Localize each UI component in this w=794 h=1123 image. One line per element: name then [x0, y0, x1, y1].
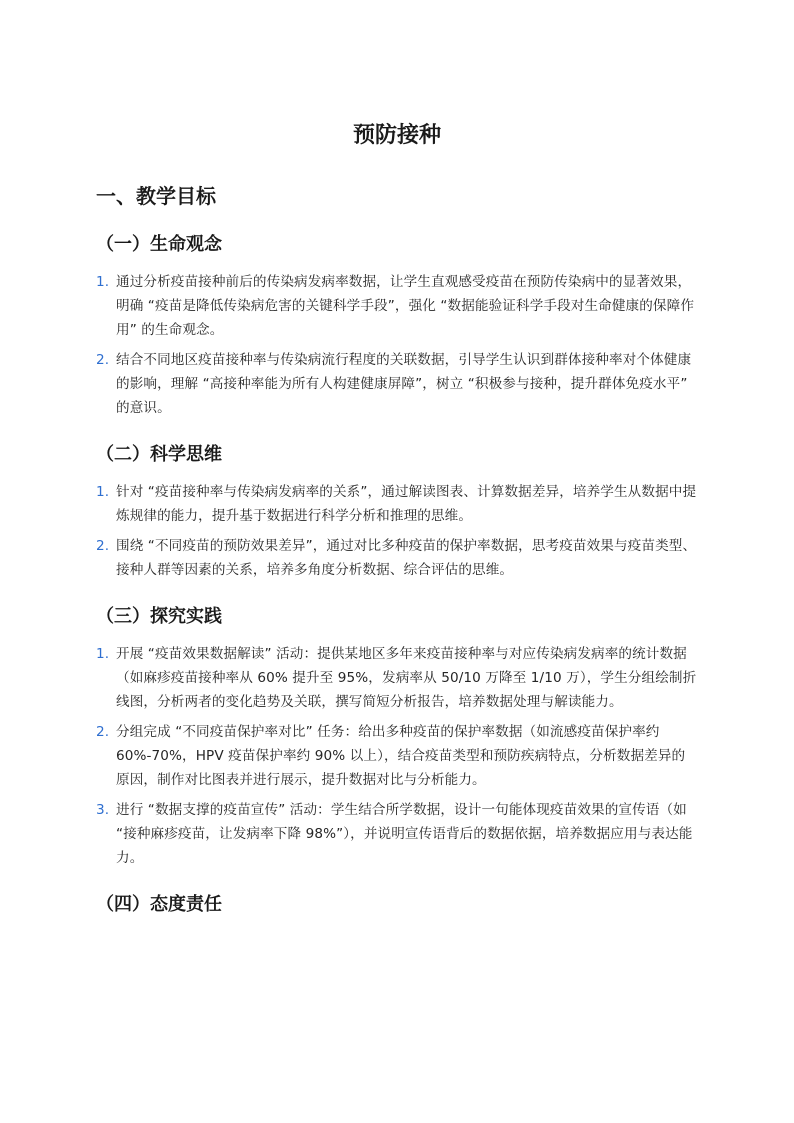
document-title: 预防接种 — [352, 123, 441, 148]
list-item-text: 针对 “疫苗接种率与传染病发病率的关系”，通过解读图表、计算数据差异，培养学生从数据中提炼规律的能力，提升基于数据进行科学分析和推理的思维。 — [116, 484, 697, 524]
list-item-text: 进行 “数据支撑的疫苗宣传” 活动：学生结合所学数据，设计一句能体现疫苗效果的宣传语（如 “接种麻疹疫苗，让发病率下降 98%”），并说明宣传语背后的数据依据，培养数据应用与表达能力。 — [116, 802, 693, 866]
numbered-list — [96, 642, 698, 870]
list-item — [96, 480, 698, 528]
list-item — [96, 270, 698, 342]
list-item-text: 结合不同地区疫苗接种率与传染病流行程度的关联数据，引导学生认识到群体接种率对个体健康的影响，理解 “高接种率能为所有人构建健康屏障”，树立 “积极参与接种，提升群体免疫水平” 的意识。 — [116, 352, 692, 416]
list-number: 3. — [96, 802, 110, 818]
list-item — [96, 348, 698, 420]
subsection-heading-inquiry-practice: （三）探究实践 — [96, 606, 222, 627]
list-number: 2. — [96, 538, 110, 554]
section-heading-objectives: 一、教学目标 — [96, 184, 216, 208]
list-item-text: 开展 “疫苗效果数据解读” 活动：提供某地区多年来疫苗接种率与对应传染病发病率的统计数据（如麻疹疫苗接种率从 60% 提升至 95%，发病率从 50/10 万降至 1/10 万），学生分组绘制折线图，分析两者的变化趋势及关联，撰写简短分析报告，培养数据处理与解读能力。 — [116, 646, 697, 710]
subsection-heading-life-concept: （一）生命观念 — [96, 234, 222, 255]
list-item-text: 通过分析疫苗接种前后的传染病发病率数据，让学生直观感受疫苗在预防传染病中的显著效果，明确 “疫苗是降低传染病危害的关键科学手段”，强化 “数据能验证科学手段对生命健康的保障作用” 的生命观念。 — [116, 274, 695, 338]
list-number: 1. — [96, 484, 110, 500]
list-item — [96, 798, 698, 870]
numbered-list — [96, 270, 698, 420]
subsection-heading-scientific-thinking: （二）科学思维 — [96, 444, 222, 465]
list-item — [96, 534, 698, 582]
list-item-text: 围绕 “不同疫苗的预防效果差异”，通过对比多种疫苗的保护率数据，思考疫苗效果与疫苗类型、接种人群等因素的关系，培养多角度分析数据、综合评估的思维。 — [116, 538, 697, 578]
list-item — [96, 642, 698, 714]
list-number: 1. — [96, 274, 110, 290]
subsection-heading-attitude-responsibility: （四）态度责任 — [96, 894, 222, 915]
list-number: 2. — [96, 724, 110, 740]
list-item — [96, 720, 698, 792]
list-number: 2. — [96, 352, 110, 368]
list-number: 1. — [96, 646, 110, 662]
numbered-list — [96, 480, 698, 582]
list-item-text: 分组完成 “不同疫苗保护率对比” 任务：给出多种疫苗的保护率数据（如流感疫苗保护率约 60%-70%，HPV 疫苗保护率约 90% 以上），结合疫苗类型和预防疾病特点，分析数据差异的原因，制作对比图表并进行展示，提升数据对比与分析能力。 — [116, 724, 686, 788]
